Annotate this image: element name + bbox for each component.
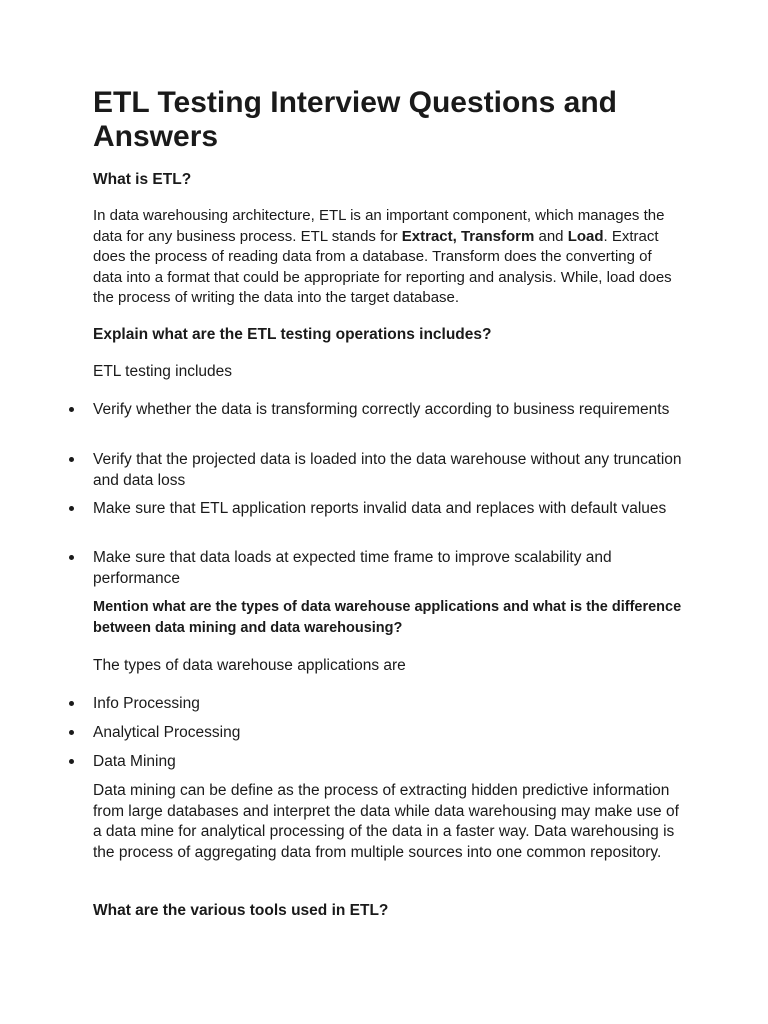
bullet-icon — [69, 759, 74, 764]
question-etl-tools: What are the various tools used in ETL? — [93, 902, 389, 919]
list-item-text: Make sure that ETL application reports invalid data and replaces with default values — [93, 500, 667, 517]
bullet-icon — [69, 555, 74, 560]
bullet-icon — [69, 506, 74, 511]
answer-what-is-etl — [93, 206, 683, 309]
answer-text: . Extract does the process of reading data from a database. Transform does the converting of data into a format that could be appropriate for reporting and analysis. While, load does the process of writing the data into the target database. — [93, 227, 672, 306]
bullet-icon — [69, 701, 74, 706]
question-etl-testing-operations: Explain what are the ETL testing operations includes? — [93, 326, 492, 343]
answer-bold-text: Extract, Transform — [401, 227, 535, 245]
answer-bold-text: Load — [567, 227, 604, 245]
list-item-text: Data Mining — [93, 753, 176, 770]
answer-text: In data warehousing architecture, ETL is an important component, which manages the data for any business process. ETL stands for — [93, 207, 665, 245]
list-item-text: Make sure that data loads at expected time frame to improve scalability and performance — [93, 549, 612, 587]
answer-data-mining-vs-warehousing: Data mining can be define as the process of extracting hidden predictive information from large databases and interpret the data while data warehousing may make use of a data mine for analytical processing of the data in a faster way. Data warehousing is the process of aggregating data from multiple sources into one common repository. — [93, 782, 679, 861]
question-data-warehouse-types: Mention what are the types of data warehouse applications and what is the difference between data mining and data warehousing? — [93, 599, 682, 636]
list-item-text: Info Processing — [93, 695, 200, 712]
list-item-text: Analytical Processing — [93, 724, 241, 741]
bullet-icon — [69, 457, 74, 462]
list-item-text: Verify that the projected data is loaded into the data warehouse without any truncation and data loss — [93, 451, 682, 489]
page-title: ETL Testing Interview Questions and Answers — [93, 86, 617, 153]
answer-intro-etl-testing: ETL testing includes — [93, 363, 233, 380]
answer-text: and — [534, 227, 568, 245]
bullet-icon — [69, 407, 74, 412]
question-what-is-etl: What is ETL? — [93, 171, 192, 188]
answer-intro-data-warehouse-types: The types of data warehouse applications are — [93, 657, 406, 674]
list-item-text: Verify whether the data is transforming correctly according to business requirements — [93, 401, 670, 418]
bullet-icon — [69, 730, 74, 735]
